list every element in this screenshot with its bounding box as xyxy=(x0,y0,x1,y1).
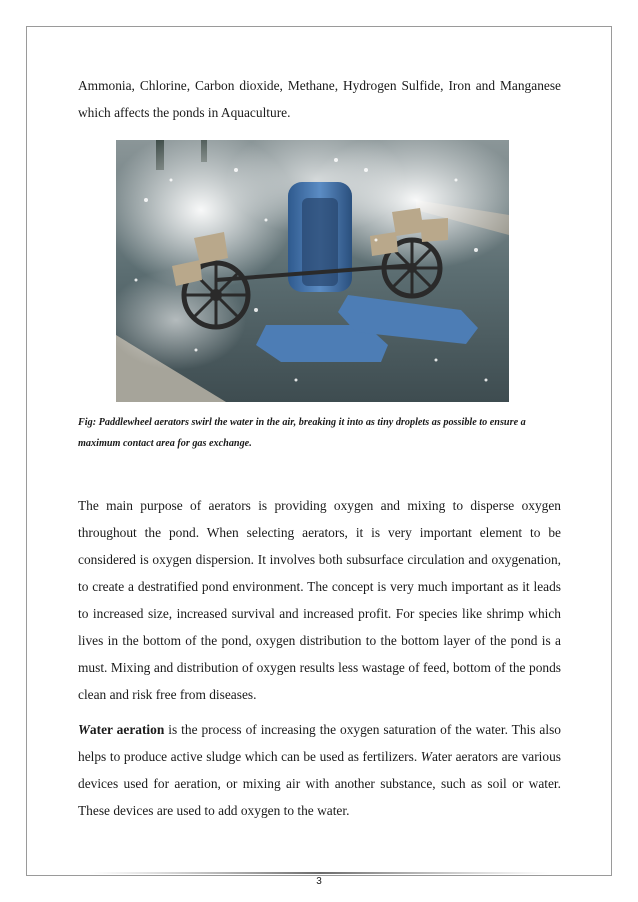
devices-text: ater aerators are various devices used for aeration, or mixing air with another substance, such as soil or water. These devices are used to add oxygen to the water. xyxy=(78,749,561,818)
footer-divider xyxy=(90,872,550,874)
aeration-definition: is the process of increasing the oxygen saturation of the water. This also helps to produce active sludge which can be used as fertilizers. xyxy=(78,722,562,764)
paddlewheel-aerator-photo xyxy=(116,140,509,402)
aerator-purpose-paragraph: The main purpose of aerators is providing oxygen and mixing to disperse oxygen throughout the pond. When selecting aerators, it is very important element to be considered is oxygen dispersion. It involves both subsurface circulation and oxygenation, to create a destratified pond environment. The concept is very much important as it leads to increased size, increased survival and increased profit. For species like shrimp which lives in the bottom of the pond, oxygen distribution to the bottom layer of the pond is a must. Mixing and distribution of oxygen results less wastage of feed, bottom of the ponds clean and risk free from diseases. xyxy=(78,498,561,702)
page-number: 3 xyxy=(316,876,322,887)
figure-caption: Fig: Paddlewheel aerators swirl the water in the air, breaking it into as tiny droplets as possible to ensure a maximum contact area for gas exchange. xyxy=(78,417,526,449)
page-content xyxy=(78,72,561,824)
devices-initial: W xyxy=(420,749,432,764)
term-initial: W xyxy=(78,722,90,737)
intro-paragraph: Ammonia, Chlorine, Carbon dioxide, Methane, Hydrogen Sulfide, Iron and Manganese which affects the ponds in Aquaculture. xyxy=(78,78,561,120)
term-rest: ater aeration xyxy=(89,722,165,737)
water-aeration-paragraph xyxy=(78,716,561,824)
